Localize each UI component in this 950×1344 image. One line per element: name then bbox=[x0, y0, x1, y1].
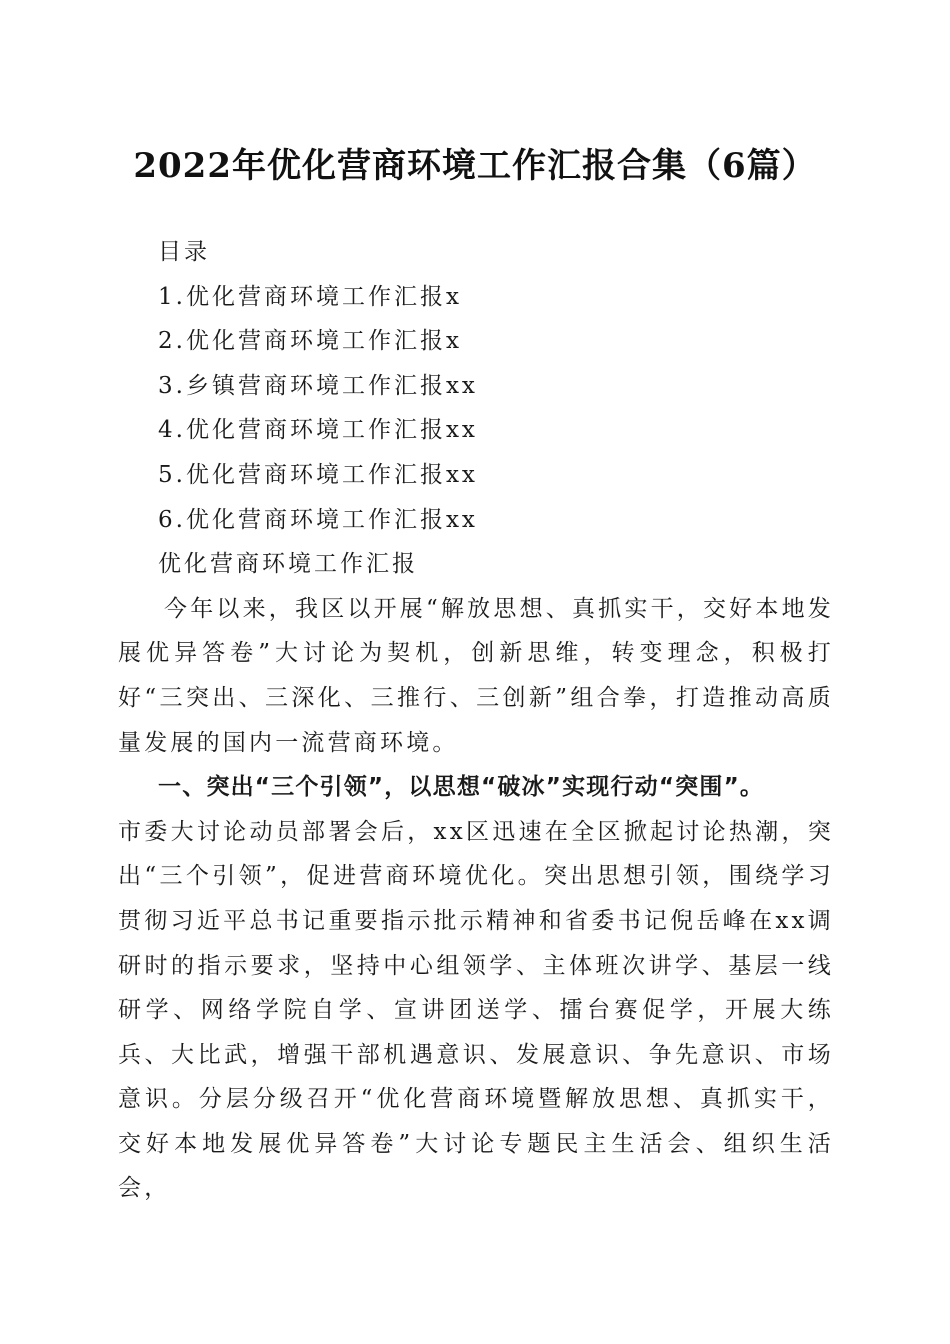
section-title: 优化营商环境工作汇报 bbox=[158, 551, 418, 578]
document-body bbox=[118, 230, 834, 1211]
section-heading: 一、突出“三个引领”，以思想“破冰”实现行动“突围”。 bbox=[158, 774, 765, 801]
intro-paragraph: 今年以来，我区以开展“解放思想、真抓实干，交好本地发展优异答卷”大讨论为契机，创新思维，转变理念，积极打好“三突出、三深化、三推行、三创新”组合拳，打造推动高质量发展的国内一流营商环境。 bbox=[118, 595, 834, 756]
toc-item: 4.优化营商环境工作汇报xx bbox=[158, 417, 478, 444]
toc-item: 5.优化营商环境工作汇报xx bbox=[158, 461, 478, 488]
toc-item: 3.乡镇营商环境工作汇报xx bbox=[158, 372, 478, 399]
document-title: 2022年优化营商环境工作汇报合集（6篇） bbox=[133, 146, 817, 186]
body-paragraph: 市委大讨论动员部署会后，xx区迅速在全区掀起讨论热潮，突出“三个引领”，促进营商环境优化。突出思想引领，围绕学习贯彻习近平总书记重要指示批示精神和省委书记倪岳峰在xx调研时的指示要求，坚持中心组领学、主体班次讲学、基层一线研学、网络学院自学、宣讲团送学、擂台赛促学，开展大练兵、大比武，增强干部机遇意识、发展意识、争先意识、市场意识。分层分级召开“优化营商环境暨解放思想、真抓实干，交好本地发展优异答卷”大讨论专题民主生活会、组织生活会， bbox=[118, 818, 834, 1202]
toc-item: 1.优化营商环境工作汇报x bbox=[158, 283, 462, 310]
toc-item: 2.优化营商环境工作汇报x bbox=[158, 328, 462, 355]
toc-heading: 目录 bbox=[158, 239, 210, 265]
toc-item: 6.优化营商环境工作汇报xx bbox=[158, 506, 478, 533]
